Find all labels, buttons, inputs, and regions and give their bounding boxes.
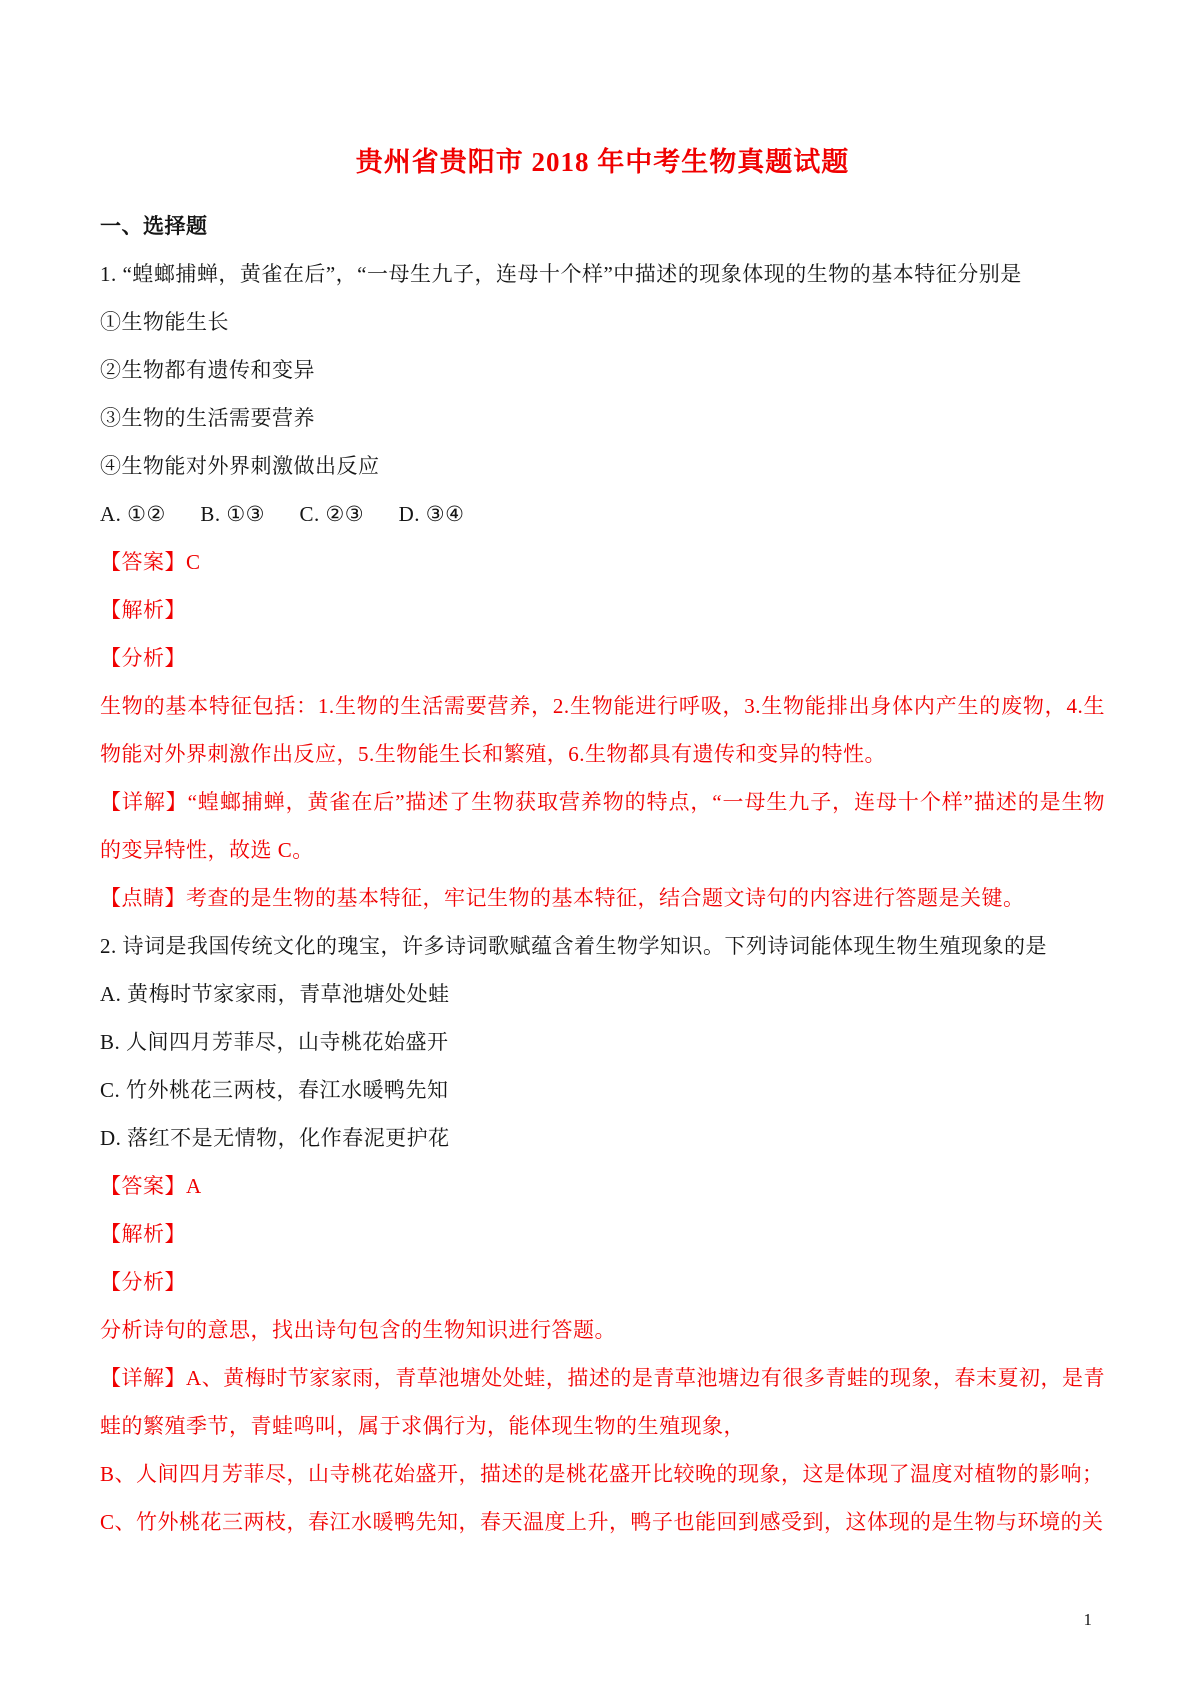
paragraph: C、竹外桃花三两枝，春江水暖鸭先知，春天温度上升，鸭子也能回到感受到，这体现的是生物与环境的关 xyxy=(100,1510,1104,1534)
paragraph: ②生物都有遗传和变异 xyxy=(100,358,315,382)
paragraph: 【答案】C xyxy=(100,550,201,574)
paragraph: 【分析】 xyxy=(100,1270,186,1294)
paragraph: ④生物能对外界刺激做出反应 xyxy=(100,454,380,478)
paragraph: 【解析】 xyxy=(100,1222,186,1246)
paragraph: 【详解】“蝗螂捕蝉，黄雀在后”描述了生物获取营养物的特点，“一母生九子，连母十个样”描述的是生物的变异特性，故选 C。 xyxy=(100,790,1105,862)
paragraph: 【详解】A、黄梅时节家家雨，青草池塘处处蛙，描述的是青草池塘边有很多青蛙的现象，春末夏初，是青蛙的繁殖季节，青蛙鸣叫，属于求偶行为，能体现生物的生殖现象， xyxy=(100,1366,1105,1438)
document-content xyxy=(100,140,1105,1546)
paragraph: B. 人间四月芳菲尽，山寺桃花始盛开 xyxy=(100,1030,449,1054)
paragraph: 一、选择题 xyxy=(100,214,208,238)
paragraph: A. 黄梅时节家家雨，青草池塘处处蛙 xyxy=(100,982,450,1006)
document-title: 贵州省贵阳市 2018 年中考生物真题试题 xyxy=(355,147,850,177)
paragraph: 【解析】 xyxy=(100,598,186,622)
paragraph: B、人间四月芳菲尽，山寺桃花始盛开，描述的是桃花盛开比较晚的现象，这是体现了温度对植物的影响； xyxy=(100,1462,1104,1486)
paragraph: 2. 诗词是我国传统文化的瑰宝，许多诗词歌赋蕴含着生物学知识。下列诗词能体现生物生殖现象的是 xyxy=(100,934,1047,958)
paragraph: D. 落红不是无情物，化作春泥更护花 xyxy=(100,1126,450,1150)
document-body xyxy=(100,202,1105,1546)
paragraph: ①生物能生长 xyxy=(100,310,229,334)
paragraph: 分析诗句的意思，找出诗句包含的生物知识进行答题。 xyxy=(100,1318,616,1342)
paragraph: A. ①② B. ①③ C. ②③ D. ③④ xyxy=(100,502,465,526)
paragraph: 【分析】 xyxy=(100,646,186,670)
paragraph: 【答案】A xyxy=(100,1174,202,1198)
paragraph: C. 竹外桃花三两枝，春江水暖鸭先知 xyxy=(100,1078,449,1102)
paragraph: 1. “蝗螂捕蝉，黄雀在后”，“一母生九子，连母十个样”中描述的现象体现的生物的基本特征分别是 xyxy=(100,262,1022,286)
paragraph: 【点睛】考查的是生物的基本特征，牢记生物的基本特征，结合题文诗句的内容进行答题是关键。 xyxy=(100,886,1025,910)
page-number: 1 xyxy=(1083,1610,1092,1629)
paragraph: ③生物的生活需要营养 xyxy=(100,406,315,430)
paragraph: 生物的基本特征包括：1.生物的生活需要营养，2.生物能进行呼吸，3.生物能排出身体内产生的废物，4.生物能对外界刺激作出反应，5.生物能生长和繁殖，6.生物都具有遗传和变异的特性。 xyxy=(100,694,1105,766)
